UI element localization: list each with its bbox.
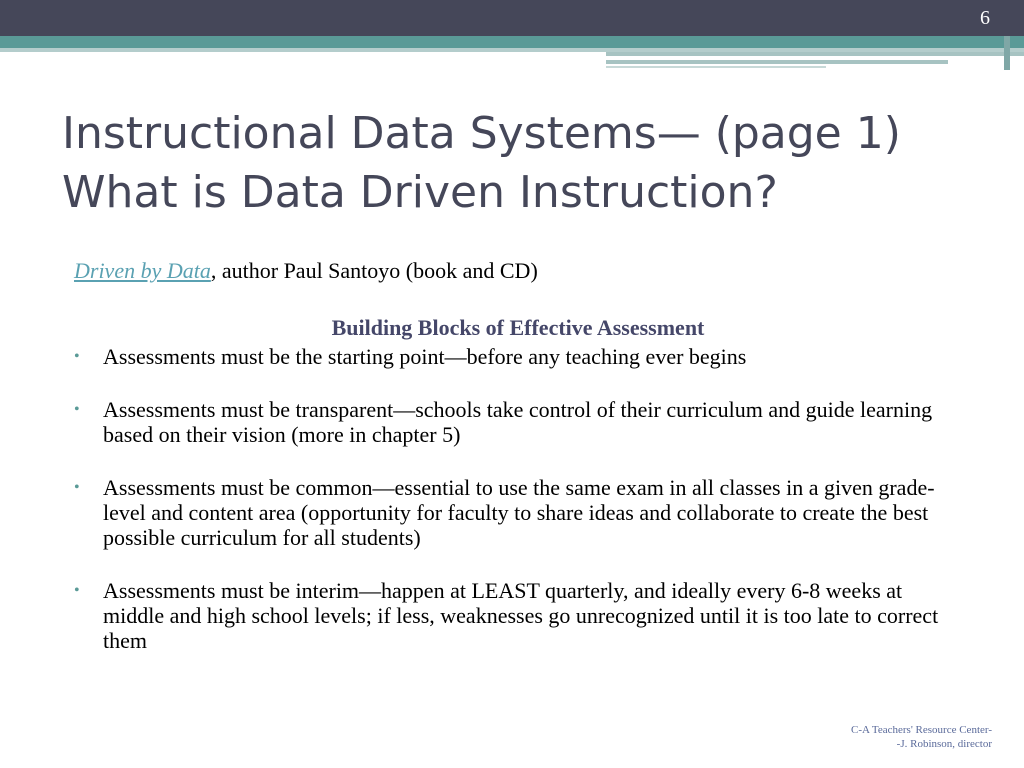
header-accent-line [606, 52, 1024, 56]
book-link[interactable]: Driven by Data [74, 258, 211, 283]
list-item [0, 397, 1024, 447]
bullet-list [0, 344, 1024, 681]
source-citation [74, 257, 538, 285]
slide-number: 6 [980, 7, 990, 29]
list-item [0, 578, 1024, 653]
bullet-icon: • [74, 479, 80, 496]
footer-line-2: -J. Robinson, director [896, 738, 992, 750]
bullet-icon: • [74, 348, 80, 365]
bullet-icon: • [74, 401, 80, 418]
list-item-text: Assessments must be the starting point—before any teaching ever begins [103, 344, 747, 369]
header-accent-line [606, 60, 948, 64]
slide-title [62, 104, 962, 222]
source-citation-text: , author Paul Santoyo (book and CD) [210, 258, 538, 283]
footer-line-1: C-A Teachers' Resource Center- [851, 724, 992, 736]
list-item [0, 475, 1024, 550]
header-band-dark [0, 0, 1024, 36]
list-item-text: Assessments must be common—essential to use the same exam in all classes in a given grade-level and content area (opportunity for faculty to share ideas and collaborate to create the best possible curriculum for all students) [103, 475, 935, 550]
slide-title-line-1: Instructional Data Systems— (page 1) [62, 108, 901, 159]
list-item-text: Assessments must be transparent—schools take control of their curriculum and guide learning based on their vision (more in chapter 5) [103, 397, 933, 447]
header-band-teal [0, 36, 1024, 48]
bullet-icon: • [74, 582, 80, 599]
slide-footer [851, 723, 992, 751]
list-item-text: Assessments must be interim—happen at LEAST quarterly, and ideally every 6-8 weeks at middle and high school levels; if less, weaknesses go unrecognized until it is too late to correct them [103, 578, 939, 653]
list-item [0, 344, 1024, 369]
slide-title-line-2: What is Data Driven Instruction? [62, 167, 778, 218]
header-accent-bar [1004, 36, 1010, 70]
header-accent-line [606, 66, 826, 68]
section-heading: Building Blocks of Effective Assessment [331, 315, 705, 340]
